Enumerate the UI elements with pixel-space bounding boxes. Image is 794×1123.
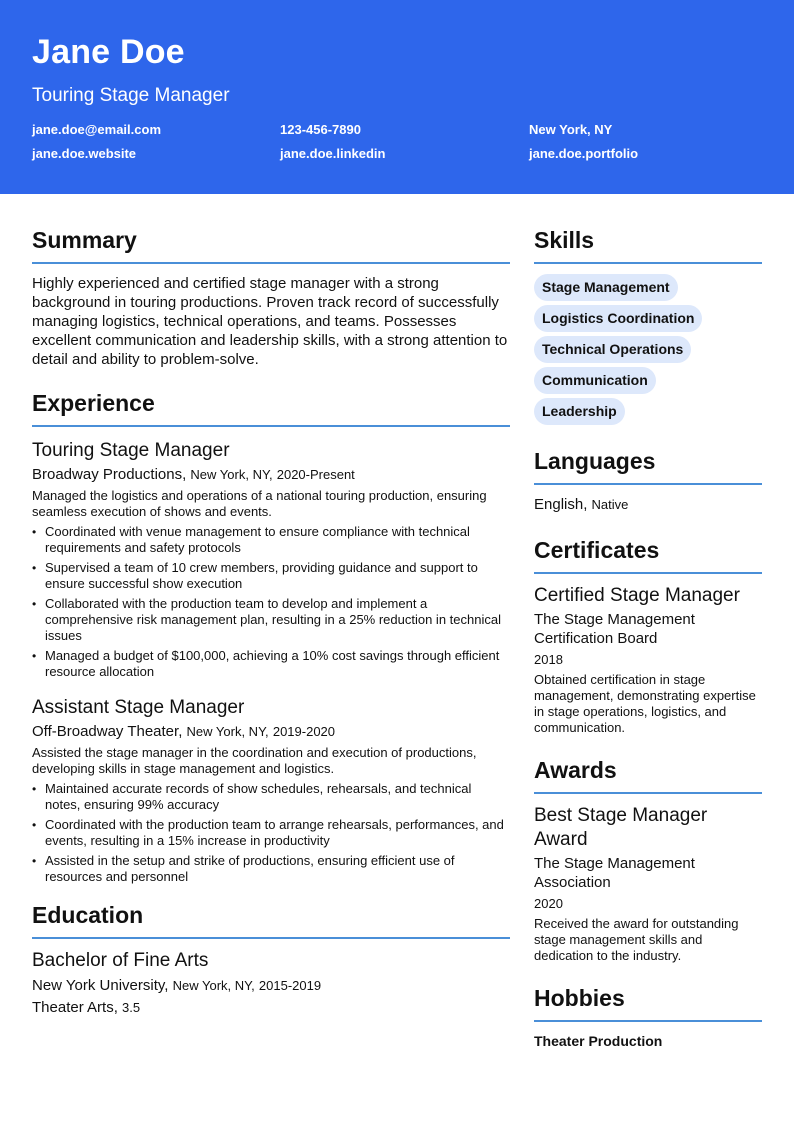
education-meta [32, 976, 510, 995]
job-title: Assistant Stage Manager [32, 697, 245, 718]
website-link[interactable]: jane.doe.website [32, 146, 137, 161]
skills-heading: Skills [534, 226, 762, 264]
skill-tag: Communication [534, 367, 656, 394]
skill-tag: Logistics Coordination [534, 305, 702, 332]
skill-tag: Stage Management [534, 274, 678, 301]
award-title: Best Stage Manager Award [534, 805, 708, 850]
hobbies-section [534, 984, 762, 1051]
languages-section [534, 447, 762, 514]
side-column [534, 226, 762, 1051]
certificate-year: 2018 [534, 652, 563, 667]
experience-section [32, 389, 510, 885]
job-location: New York, NY, [190, 467, 273, 482]
certificates-heading: Certificates [534, 536, 762, 574]
skill-tag: Leadership [534, 398, 625, 425]
skill-list [534, 274, 762, 429]
job-entry [32, 439, 510, 680]
award-year: 2020 [534, 896, 563, 911]
job-bullets [32, 781, 510, 885]
job-title: Touring Stage Manager [32, 440, 230, 461]
award-description: Received the award for outstanding stage management skills and dedication to the industry. [534, 916, 739, 963]
linkedin-link[interactable]: jane.doe.linkedin [280, 146, 386, 161]
candidate-title: Touring Stage Manager [32, 85, 230, 106]
school-name: New York University, [32, 977, 169, 994]
certificate-title: Certified Stage Manager [534, 585, 740, 606]
job-location: New York, NY, [186, 724, 269, 739]
job-company: Broadway Productions, [32, 466, 187, 483]
certificate-entry [534, 584, 762, 736]
skills-section [534, 226, 762, 429]
main-column [32, 226, 510, 1017]
hobbies-heading: Hobbies [534, 984, 762, 1022]
job-bullet: • Managed a budget of $100,000, achieving a 10% cost savings through efficient resource allocation [32, 648, 510, 680]
skill-tag: Technical Operations [534, 336, 691, 363]
degree-title: Bachelor of Fine Arts [32, 950, 209, 971]
languages-heading: Languages [534, 447, 762, 485]
education-section [32, 901, 510, 1017]
school-location: New York, NY, [172, 978, 255, 993]
certificate-org: The Stage Management Certification Board [534, 611, 695, 647]
job-dates: 2020-Present [276, 467, 355, 482]
language-entry [534, 495, 762, 514]
summary-text: Highly experienced and certified stage manager with a strong background in touring productions. Proven track record of successfully managing logistics, technical operations, and teams. Possesses excellent communication and leadership skills, with a strong attention to detail and ability to problem-solve. [32, 275, 508, 368]
job-bullet: • Supervised a team of 10 crew members, providing guidance and support to ensure successful show execution [32, 560, 510, 592]
contact-info [32, 121, 772, 171]
job-bullet: • Maintained accurate records of show schedules, rehearsals, and technical notes, ensuring 99% accuracy [32, 781, 510, 813]
job-bullet: • Assisted in the setup and strike of productions, ensuring efficient use of resources and personnel [32, 853, 510, 885]
resume-header [0, 0, 794, 194]
job-meta [32, 722, 510, 741]
job-entry [32, 696, 510, 885]
phone-text: 123-456-7890 [280, 122, 361, 137]
language-level: Native [591, 497, 629, 512]
awards-heading: Awards [534, 756, 762, 794]
job-description: Assisted the stage manager in the coordination and execution of productions, developing skills in stage management and logistics. [32, 745, 477, 776]
education-field [32, 998, 510, 1017]
summary-heading: Summary [32, 226, 510, 264]
job-description: Managed the logistics and operations of a national touring production, ensuring seamless execution of shows and events. [32, 488, 487, 519]
education-dates: 2015-2019 [258, 978, 322, 993]
job-meta [32, 465, 510, 484]
award-entry [534, 804, 762, 964]
location-text: New York, NY [529, 122, 613, 137]
portfolio-link[interactable]: jane.doe.portfolio [529, 146, 639, 161]
certificate-description: Obtained certification in stage management, demonstrating expertise in stage operations, logistics, and communication. [534, 672, 756, 735]
job-bullet: • Coordinated with venue management to ensure compliance with technical requirements and safety protocols [32, 524, 510, 556]
summary-section [32, 226, 510, 369]
email-link[interactable]: jane.doe@email.com [32, 122, 161, 137]
candidate-name: Jane Doe [32, 33, 185, 71]
gpa: 3.5 [122, 1000, 141, 1015]
hobby-item: Theater Production [534, 1033, 663, 1049]
education-heading: Education [32, 901, 510, 939]
awards-section [534, 756, 762, 964]
award-org: The Stage Management Association [534, 855, 695, 891]
job-dates: 2019-2020 [272, 724, 336, 739]
field-of-study: Theater Arts, [32, 999, 118, 1016]
job-company: Off-Broadway Theater, [32, 723, 183, 740]
certificates-section [534, 536, 762, 736]
language-name: English, [534, 496, 588, 513]
experience-heading: Experience [32, 389, 510, 427]
job-bullet: • Collaborated with the production team to develop and implement a comprehensive risk management plan, resulting in a 25% reduction in technical issues [32, 596, 510, 644]
job-bullet: • Coordinated with the production team to arrange rehearsals, performances, and events, resulting in a 15% increase in productivity [32, 817, 510, 849]
job-bullets [32, 524, 510, 680]
